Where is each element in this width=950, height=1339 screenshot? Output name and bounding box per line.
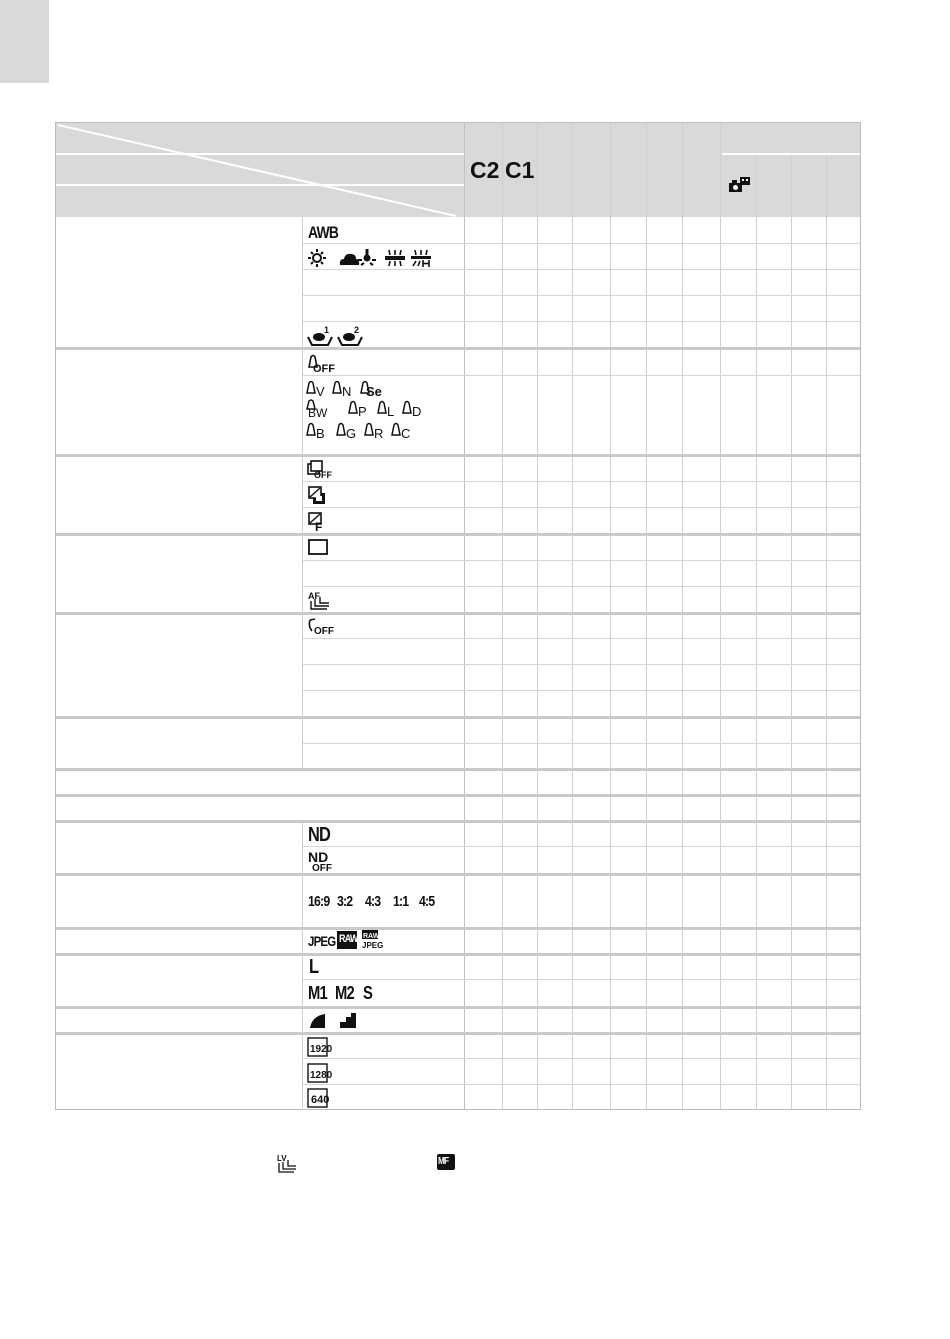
mycolors-options-icons xyxy=(305,379,465,451)
col-divider xyxy=(826,155,827,1110)
mycolors-c-icon xyxy=(392,424,410,442)
svg-text:OFF: OFF xyxy=(314,626,334,637)
col-divider xyxy=(720,123,721,1110)
self-timer-off-icon xyxy=(307,616,337,638)
row-line xyxy=(302,560,861,561)
svg-text:ND: ND xyxy=(308,849,329,865)
svg-text:LV: LV xyxy=(277,1154,287,1163)
fine-icon xyxy=(340,1013,356,1028)
group-separator xyxy=(56,768,861,771)
row-line xyxy=(302,979,861,980)
jpeg-icon: JPEG xyxy=(308,933,336,949)
function-availability-table xyxy=(55,122,861,1110)
svg-text:L: L xyxy=(387,404,395,419)
movie-640-icon xyxy=(307,1087,337,1109)
mycolors-se-icon xyxy=(361,382,382,400)
camera-scene-icon xyxy=(728,176,752,194)
svg-text:RAW+: RAW+ xyxy=(363,933,384,940)
svg-text:F: F xyxy=(315,520,323,533)
group-separator xyxy=(56,873,861,876)
movie-1280-icon xyxy=(307,1062,337,1084)
tungsten-icon xyxy=(358,249,376,265)
raw-jpeg-icon xyxy=(361,929,391,951)
svg-text:D: D xyxy=(412,404,422,419)
col-divider xyxy=(464,123,465,1110)
nd-filter-on-icon: ND xyxy=(308,824,331,846)
manual-focus-icon: MF xyxy=(437,1154,455,1170)
bracket-off-icon xyxy=(307,459,337,481)
col-divider xyxy=(572,123,573,1110)
row-line xyxy=(302,690,861,691)
row-line xyxy=(302,375,861,376)
svg-text:640: 640 xyxy=(311,1094,330,1106)
svg-text:G: G xyxy=(346,426,357,441)
group-separator xyxy=(56,794,861,797)
svg-text:OFF: OFF xyxy=(314,470,332,480)
aspect-16-9-icon: 16:9 xyxy=(308,893,330,910)
group-separator xyxy=(56,716,861,719)
mycolors-p-icon xyxy=(349,402,367,420)
row-line xyxy=(302,846,861,847)
group-separator xyxy=(56,533,861,536)
daylight-icon xyxy=(308,249,326,267)
svg-text:BW: BW xyxy=(308,406,328,420)
col-divider xyxy=(302,217,303,768)
mycolors-off-icon xyxy=(307,353,347,375)
awb-icon: AWB xyxy=(308,223,339,242)
col-divider xyxy=(302,822,303,1108)
aspect-4-3-icon: 4:3 xyxy=(365,893,381,910)
row-line xyxy=(302,1058,861,1059)
single-shot-icon xyxy=(307,537,337,559)
svg-text:OFF: OFF xyxy=(312,863,332,873)
mycolors-b-icon xyxy=(307,424,325,442)
header-diagonal xyxy=(56,123,464,217)
size-large-icon: L xyxy=(309,956,319,978)
svg-text:JPEG: JPEG xyxy=(362,941,384,950)
col-divider xyxy=(502,123,503,1110)
svg-text:B: B xyxy=(316,426,325,441)
svg-text:C: C xyxy=(401,426,411,441)
svg-text:R: R xyxy=(374,426,384,441)
lv-continuous-icon xyxy=(276,1153,302,1175)
row-line xyxy=(302,321,861,322)
svg-text:V: V xyxy=(316,384,325,399)
svg-text:2: 2 xyxy=(354,325,360,335)
mycolors-n-icon xyxy=(333,382,351,400)
svg-text:N: N xyxy=(342,384,352,399)
mode-c1-label: C1 xyxy=(505,157,535,183)
cloudy-icon xyxy=(340,254,359,265)
exposure-bracket-icon xyxy=(307,485,337,507)
col-divider xyxy=(682,123,683,1110)
aspect-4-5-icon: 4:5 xyxy=(419,893,435,910)
focus-bracket-icon xyxy=(307,511,337,533)
fluorescent-icon xyxy=(385,250,405,266)
mycolors-bw-icon xyxy=(307,400,328,420)
movie-1920-icon xyxy=(307,1036,337,1058)
custom-wb-icons xyxy=(307,325,367,347)
size-m2-icon: M2 xyxy=(335,983,354,1003)
row-line xyxy=(302,481,861,482)
svg-text:AF: AF xyxy=(308,591,320,601)
fluorescent-h-icon xyxy=(411,250,431,267)
row-line xyxy=(302,586,861,587)
mycolors-g-icon xyxy=(337,424,356,442)
aspect-1-1-icon: 1:1 xyxy=(393,893,409,910)
svg-text:1920: 1920 xyxy=(310,1044,333,1055)
raw-icon: RAW xyxy=(337,931,357,949)
row-line xyxy=(302,507,861,508)
aspect-3-2-icon: 3:2 xyxy=(337,893,353,910)
col-divider xyxy=(791,155,792,1110)
wb-presets-icons xyxy=(307,247,447,269)
compression-icons xyxy=(307,1010,367,1032)
svg-text:P: P xyxy=(358,404,367,419)
svg-text:1280: 1280 xyxy=(310,1070,333,1081)
col-divider xyxy=(610,123,611,1110)
custom-wb-2-icon xyxy=(338,325,362,345)
group-separator xyxy=(56,612,861,615)
row-line xyxy=(302,664,861,665)
mycolors-l-icon xyxy=(378,402,394,420)
custom-wb-1-icon xyxy=(308,325,332,345)
size-s-icon: S xyxy=(363,983,373,1003)
row-line xyxy=(302,269,861,270)
group-separator xyxy=(56,953,861,956)
svg-text:Se: Se xyxy=(366,384,382,399)
row-line xyxy=(302,743,861,744)
group-separator xyxy=(56,820,861,823)
section-tab-marker xyxy=(0,0,49,83)
mycolors-r-icon xyxy=(365,424,383,442)
svg-text:1: 1 xyxy=(324,325,330,335)
mycolors-v-icon xyxy=(307,382,325,400)
group-separator xyxy=(56,927,861,930)
col-divider xyxy=(537,123,538,1110)
row-line xyxy=(302,1084,861,1085)
group-separator xyxy=(56,1032,861,1035)
row-line xyxy=(302,638,861,639)
row-line xyxy=(302,243,861,244)
svg-text:OFF: OFF xyxy=(313,363,335,375)
group-separator xyxy=(56,1006,861,1009)
group-separator xyxy=(56,454,861,457)
col-divider xyxy=(756,155,757,1110)
continuous-af-icon xyxy=(307,589,337,611)
row-line xyxy=(302,295,861,296)
nd-filter-off-icon xyxy=(307,849,337,873)
group-separator xyxy=(56,347,861,350)
mode-c2-label: C2 xyxy=(470,157,500,183)
size-m1-icon: M1 xyxy=(308,983,327,1003)
mycolors-d-icon xyxy=(403,402,421,420)
col-divider xyxy=(646,123,647,1110)
superfine-icon xyxy=(310,1014,325,1028)
